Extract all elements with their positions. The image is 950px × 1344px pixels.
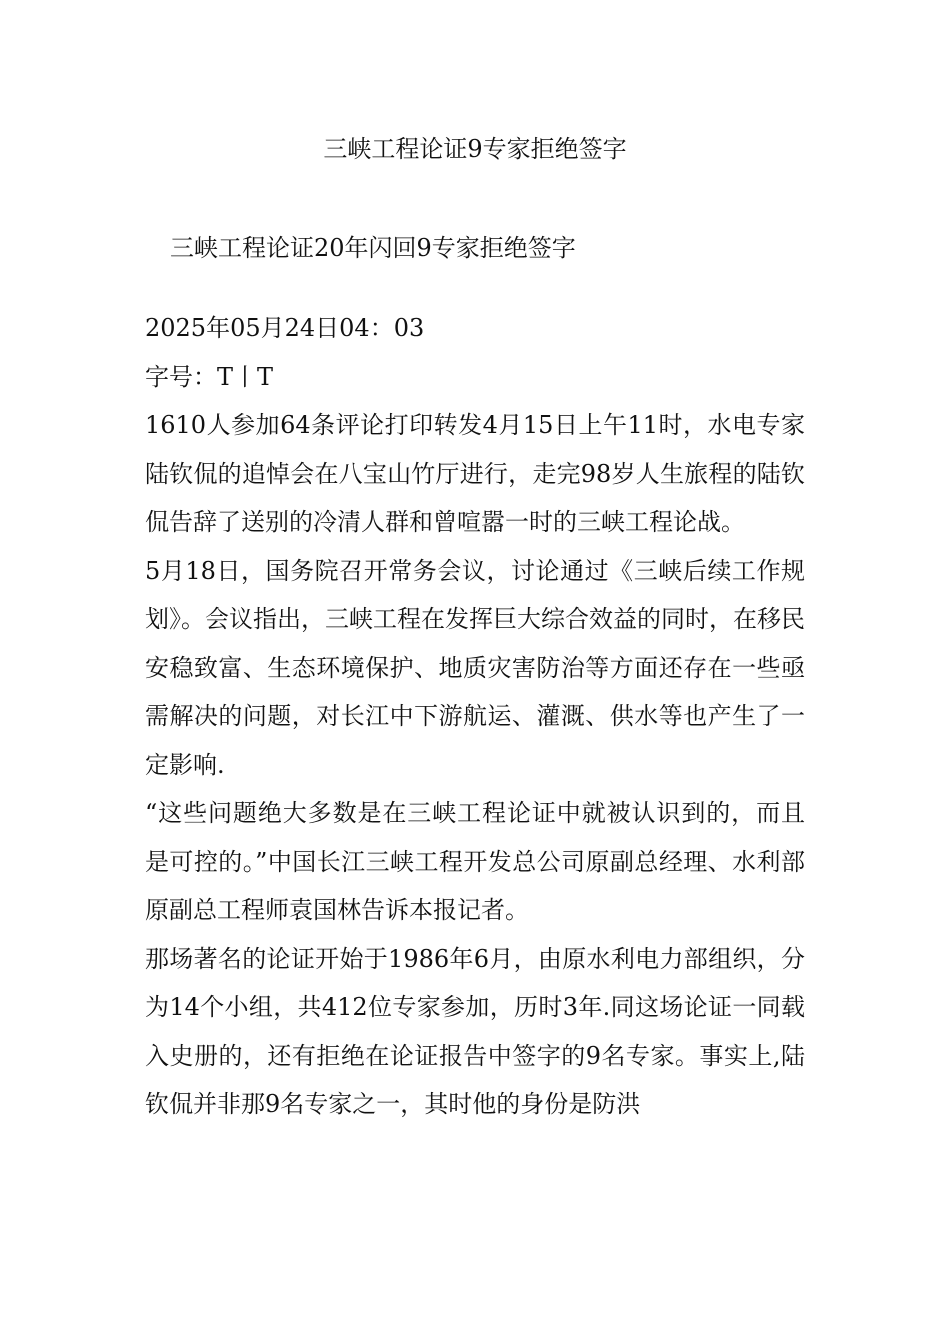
article-subtitle: 三峡工程论证20年闪回9专家拒绝签字: [170, 234, 576, 262]
paragraph-1: 1610人参加64条评论打印转发4月15日上午11时，水电专家陆钦侃的追悼会在八宝山竹厅进行，走完98岁人生旅程的陆钦侃告辞了送别的冷清人群和曾喧嚣一时的三峡工程论战。: [145, 411, 805, 536]
document-title: 三峡工程论证9专家拒绝签字: [323, 135, 627, 163]
paragraph-4: 那场著名的论证开始于1986年6月，由原水利电力部组织，分为14个小组，共412位专家参加，历时3年.同这场论证一同载入史册的，还有拒绝在论证报告中签字的9名专家。事实上,陆钦侃并非那9名专家之一，其时他的身份是防洪: [145, 944, 805, 1118]
font-size-label: 字号：T丨T: [145, 362, 274, 391]
paragraph-2: 5月18日，国务院召开常务会议，讨论通过《三峡后续工作规划》。会议指出，三峡工程在发挥巨大综合效益的同时，在移民安稳致富、生态环境保护、地质灾害防治等方面还存在一些亟需解决的问题，对长江中下游航运、灌溉、供水等也产生了一定影响.: [145, 556, 805, 779]
publish-date: 2025年05月24日04：03: [145, 314, 425, 342]
article-body: [145, 304, 805, 1129]
paragraph-3: “这些问题绝大多数是在三峡工程论证中就被认识到的，而且是可控的。”中国长江三峡工程开发总公司原副总经理、水利部原副总工程师袁国林告诉本报记者。: [145, 799, 805, 924]
